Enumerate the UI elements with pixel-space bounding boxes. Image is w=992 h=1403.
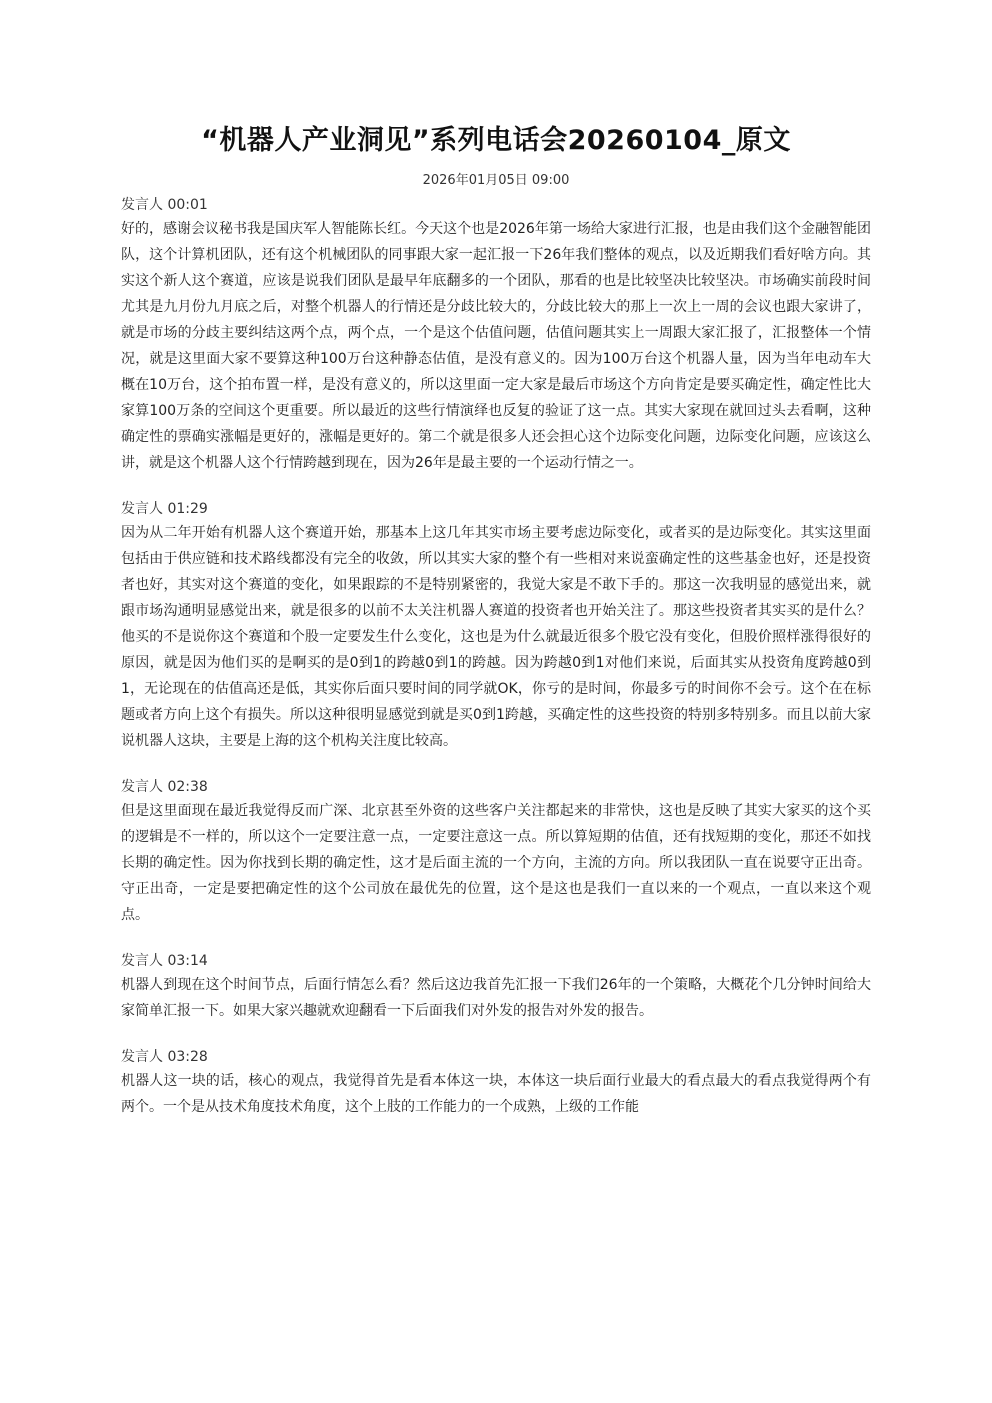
segment-text: 机器人到现在这个时间节点，后面行情怎么看？然后这边我首先汇报一下我们26年的一个策略，大概花个几分钟时间给大家简单汇报一下。如果大家兴趣就欢迎翻看一下后面我们对外发的报告对外发的报告。	[121, 977, 871, 1019]
speaker-timestamp: 发言人 01:29	[121, 501, 208, 517]
transcript-segment	[121, 1046, 871, 1120]
speaker-timestamp: 发言人 00:01	[121, 197, 208, 213]
transcript-segment	[121, 194, 871, 476]
segment-text: 机器人这一块的话，核心的观点，我觉得首先是看本体这一块，本体这一块后面行业最大的看点最大的看点我觉得两个有两个。一个是从技术角度技术角度，这个上肢的工作能力的一个成熟，上级的工作能	[121, 1073, 871, 1115]
transcript-body	[121, 194, 871, 1120]
segment-text: 因为从二年开始有机器人这个赛道开始，那基本上这几年其实市场主要考虑边际变化，或者买的是边际变化。其实这里面包括由于供应链和技术路线都没有完全的收敛，所以其实大家的整个有一些相对来说蛮确定性的这些基金也好，还是投资者也好，其实对这个赛道的变化，如果跟踪的不是特别紧密的，我觉大家是不敢下手的。那这一次我明显的感觉出来，就跟市场沟通明显感觉出来，就是很多的以前不太关注机器人赛道的投资者也开始关注了。那这些投资者其实买的是什么？他买的不是说你这个赛道和个股一定要发生什么变化，这也是为什么就最近很多个股它没有变化，但股价照样涨得很好的原因，就是因为他们买的是啊买的是0到1的跨越0到1的跨越。因为跨越0到1对他们来说，后面其实从投资角度跨越0到1，无论现在的估值高还是低，其实你后面只要时间的同学就OK，你亏的是时间，你最多亏的时间你不会亏。这个在在标题或者方向上这个有损失。所以这种很明显感觉到就是买0到1跨越，买确定性的这些投资的特别多特别多。而且以前大家说机器人这块，主要是上海的这个机构关注度比较高。	[121, 525, 871, 749]
document-date: 2026年01月05日 09:00	[422, 173, 570, 188]
speaker-timestamp: 发言人 03:28	[121, 1049, 208, 1065]
transcript-segment	[121, 498, 871, 754]
segment-text: 但是这里面现在最近我觉得反而广深、北京甚至外资的这些客户关注都起来的非常快，这也是反映了其实大家买的这个买的逻辑是不一样的，所以这个一定要注意一点，一定要注意这一点。所以算短期的估值，还有找短期的变化，那还不如找长期的确定性。因为你找到长期的确定性，这才是后面主流的一个方向，主流的方向。所以我团队一直在说要守正出奇。守正出奇，一定是要把确定性的这个公司放在最优先的位置，这个是这也是我们一直以来的一个观点，一直以来这个观点。	[121, 803, 871, 923]
transcript-segment	[121, 950, 871, 1024]
segment-text: 好的，感谢会议秘书我是国庆军人智能陈长红。今天这个也是2026年第一场给大家进行汇报，也是由我们这个金融智能团队，这个计算机团队，还有这个机械团队的同事跟大家一起汇报一下26年我们整体的观点，以及近期我们看好啥方向。其实这个新人这个赛道，应该是说我们团队是最早年底翻多的一个团队，那看的也是比较坚决比较坚决。市场确实前段时间尤其是九月份九月底之后，对整个机器人的行情还是分歧比较大的，分歧比较大的那上一次上一周的会议也跟大家讲了，就是市场的分歧主要纠结这两个点，两个点，一个是这个估值问题，估值问题其实上一周跟大家汇报了，汇报整体一个情况，就是这里面大家不要算这种100万台这种静态估值，是没有意义的。因为100万台这个机器人量，因为当年电动车大概在10万台，这个拍布置一样，是没有意义的，所以这里面一定大家是最后市场这个方向肯定是要买确定性，确定性比大家算100万条的空间这个更重要。所以最近的这些行情演绎也反复的验证了这一点。其实大家现在就回过头去看啊，这种确定性的票确实涨幅是更好的，涨幅是更好的。第二个就是很多人还会担心这个边际变化问题，边际变化问题，应该这么讲，就是这个机器人这个行情跨越到现在，因为26年是最主要的一个运动行情之一。	[121, 221, 871, 471]
speaker-timestamp: 发言人 02:38	[121, 779, 208, 795]
transcript-segment	[121, 776, 871, 928]
document-title: “机器人产业洞见”系列电话会20260104_原文	[201, 125, 791, 156]
speaker-timestamp: 发言人 03:14	[121, 953, 208, 969]
